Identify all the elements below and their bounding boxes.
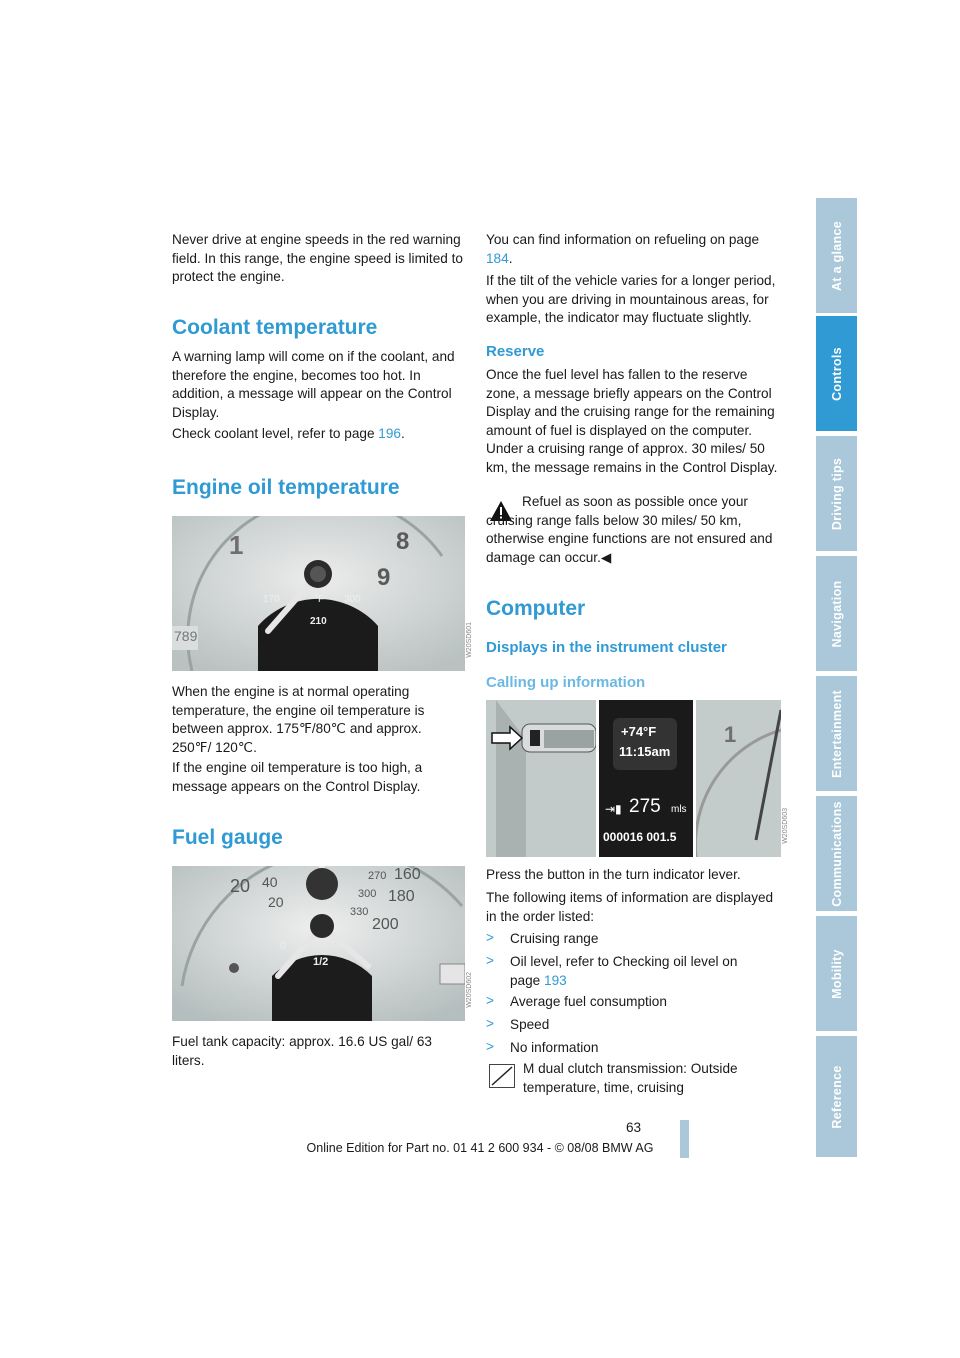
turn-lever-panel bbox=[486, 700, 596, 857]
tab-driving-tips[interactable]: Driving tips bbox=[816, 436, 857, 554]
oil-scale-mid: 210 bbox=[310, 616, 327, 627]
refuel-paragraph: You can find information on refueling on page 184. bbox=[486, 232, 760, 266]
bullet-5: > bbox=[486, 1039, 494, 1054]
bullet-2: > bbox=[486, 953, 494, 968]
engine-oil-temperature-heading: Engine oil temperature bbox=[172, 476, 400, 499]
oil-scale-high: 300 bbox=[344, 594, 361, 605]
fuel-gauge-graphic bbox=[172, 866, 465, 1021]
oil-temperature-gauge-image bbox=[172, 516, 465, 671]
speed-40: 40 bbox=[262, 874, 278, 890]
fuel-gauge-heading: Fuel gauge bbox=[172, 826, 283, 849]
speed-20: 20 bbox=[230, 876, 251, 896]
tab-communications[interactable]: Communications bbox=[816, 796, 857, 914]
note-icon bbox=[489, 1064, 515, 1088]
bullet-3: > bbox=[486, 993, 494, 1008]
oil-scale-low: 170 bbox=[263, 594, 280, 605]
speed-20b: 20 bbox=[268, 894, 284, 910]
kmh-270: 270 bbox=[368, 870, 387, 882]
coolant-check-paragraph: Check coolant level, refer to page 196. bbox=[172, 426, 405, 441]
kmh-300: 300 bbox=[358, 888, 377, 900]
kmh-160: 160 bbox=[394, 866, 421, 883]
tab-navigation[interactable]: Navigation bbox=[816, 556, 857, 674]
cluster-tick-1: 1 bbox=[724, 722, 737, 747]
oil-high-paragraph: If the engine oil temperature is too high, a message appears on the Control Display. bbox=[172, 760, 423, 794]
list-item: Cruising range bbox=[510, 931, 599, 946]
outside-temperature: +74°F bbox=[621, 724, 657, 739]
tab-entertainment[interactable]: Entertainment bbox=[816, 676, 857, 794]
page-link-193[interactable]: 193 bbox=[544, 972, 567, 988]
note-paragraph: M dual clutch transmission: Outside temperature, time, cruising bbox=[523, 1061, 738, 1095]
tab-controls[interactable]: Controls bbox=[816, 316, 857, 434]
list-item: Oil level, refer to Checking oil level on page 193 bbox=[510, 954, 738, 988]
coolant-paragraph: A warning lamp will come on if the coolant, and therefore the engine, becomes too hot. In addition, a message will appear on the Control Display. bbox=[172, 349, 455, 420]
gauge-tick-1: 1 bbox=[229, 530, 244, 560]
list-item: No information bbox=[510, 1040, 599, 1055]
bullet-1: > bbox=[486, 930, 494, 945]
trip-display-panel bbox=[599, 700, 693, 857]
tab-mobility[interactable]: Mobility bbox=[816, 916, 857, 1034]
cruising-range-unit: mls bbox=[671, 804, 687, 815]
page-link-184[interactable]: 184 bbox=[486, 250, 509, 266]
instrument-cluster-image bbox=[486, 700, 781, 857]
kmh-330: 330 bbox=[350, 906, 369, 918]
chapter-sidebar bbox=[816, 198, 857, 1160]
footer-edition-note: Online Edition for Part no. 01 41 2 600 934 - © 08/08 BMW AG bbox=[306, 1141, 654, 1155]
displays-heading: Displays in the instrument cluster bbox=[486, 639, 727, 656]
reserve-paragraph: Once the fuel level has fallen to the reserve zone, a message briefly appears on the Control Display and the cruising range for the remaining amount of fuel is displayed on the computer. Under a cruising range of approx. 30 miles/ 50 km, the message remains in the Control Display. bbox=[486, 367, 778, 475]
fuel-gauge-image bbox=[172, 866, 465, 1021]
list-item: Speed bbox=[510, 1017, 550, 1032]
press-button-paragraph: Press the button in the turn indicator lever. bbox=[486, 867, 741, 882]
oil-scale-unit: °F bbox=[314, 594, 325, 605]
fuel-empty-mark: 0 bbox=[280, 940, 287, 952]
fuel-pump-icon: ⇥▮ bbox=[605, 802, 622, 816]
order-paragraph: The following items of information are displayed in the order listed: bbox=[486, 890, 774, 924]
odometer-fragment: 789 bbox=[174, 628, 198, 644]
warning-paragraph: Refuel as soon as possible once your cruising range falls below 30 miles/ 50 km, otherwise engine functions are not ensured and damage can occur.◀ bbox=[486, 494, 773, 565]
tilt-paragraph: If the tilt of the vehicle varies for a longer period, when you are driving in mountainous areas, for example, the indicator may fluctuate slightly. bbox=[486, 273, 776, 325]
reserve-heading: Reserve bbox=[486, 343, 545, 360]
kmh-180: 180 bbox=[388, 888, 415, 905]
cruising-range-value: 275 bbox=[629, 796, 661, 817]
gauge-tick-8: 8 bbox=[396, 528, 410, 555]
speedometer-panel bbox=[696, 700, 781, 857]
cluster-figure-code: W20SD603 bbox=[782, 808, 789, 844]
clock-time: 11:15am bbox=[619, 744, 671, 759]
oil-normal-paragraph: When the engine is at normal operating temperature, the engine oil temperature is between approx. 175℉/80℃ and approx. 250℉/ 120℃. bbox=[172, 684, 425, 755]
bullet-4: > bbox=[486, 1016, 494, 1031]
fuel-figure-code: W20SD602 bbox=[466, 972, 473, 1008]
coolant-temperature-heading: Coolant temperature bbox=[172, 316, 378, 339]
page-link-196[interactable]: 196 bbox=[378, 426, 401, 441]
list-item: Average fuel consumption bbox=[510, 994, 667, 1009]
oil-figure-code: W20SD601 bbox=[466, 622, 473, 658]
calling-up-heading: Calling up information bbox=[486, 674, 646, 691]
tab-at-a-glance[interactable]: At a glance bbox=[816, 198, 857, 316]
kmh-200: 200 bbox=[372, 916, 399, 933]
fuel-half-mark: 1/2 bbox=[313, 956, 329, 968]
odometer-readout: 000016 001.5 bbox=[603, 830, 677, 844]
gauge-tick-9: 9 bbox=[377, 564, 391, 591]
intro-paragraph: Never drive at engine speeds in the red warning field. In this range, the engine speed is limited to protect the engine. bbox=[172, 232, 463, 284]
fuel-capacity-paragraph: Fuel tank capacity: approx. 16.6 US gal/ 63 liters. bbox=[172, 1034, 432, 1068]
tab-reference[interactable]: Reference bbox=[816, 1036, 857, 1160]
computer-heading: Computer bbox=[486, 597, 586, 620]
page-number: 63 bbox=[626, 1120, 642, 1135]
